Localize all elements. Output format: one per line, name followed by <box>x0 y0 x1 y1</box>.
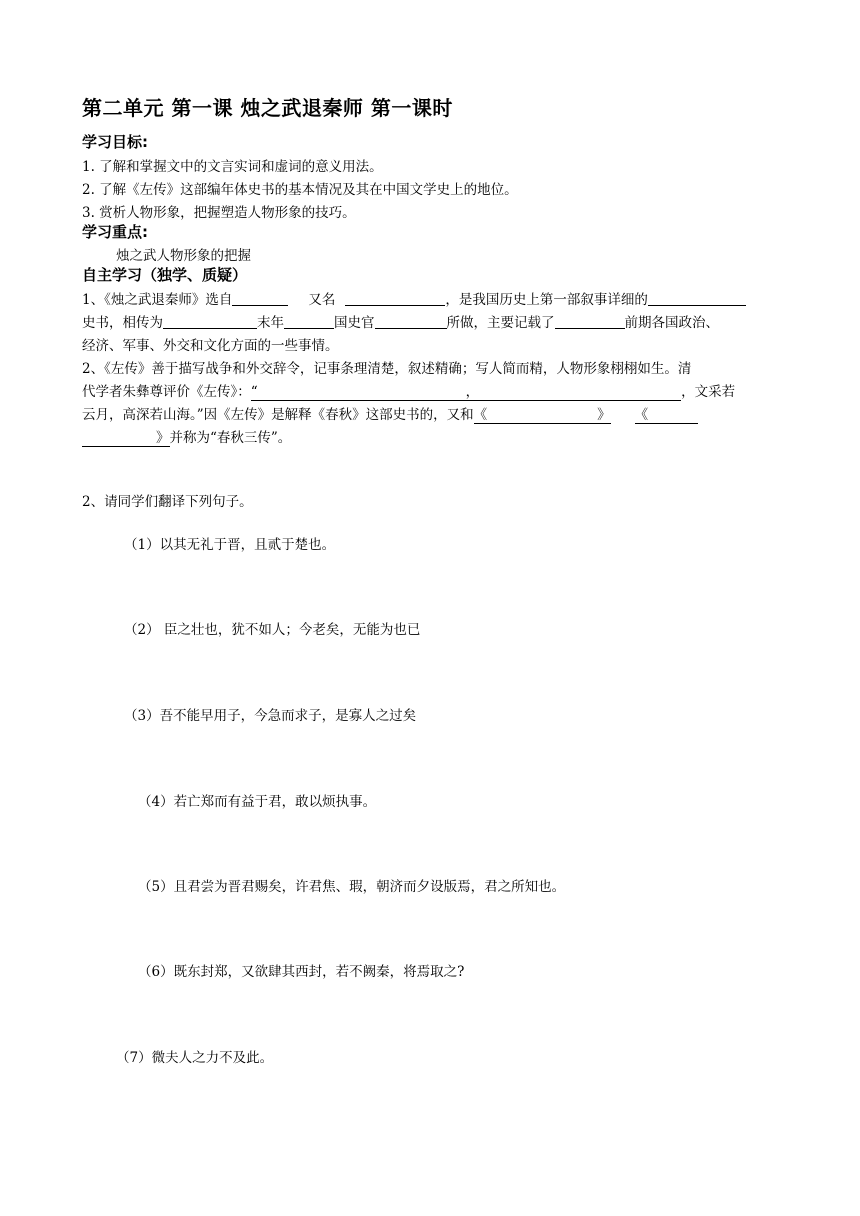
focus-heading: 学习重点: <box>82 223 148 241</box>
self-study-heading: 自主学习（独学、质疑） <box>82 266 248 284</box>
focus-content: 烛之武人物形象的把握 <box>116 248 251 264</box>
q1-line-1 <box>82 288 746 308</box>
objectives-heading: 学习目标: <box>82 133 148 151</box>
translate-item: （1）以其无礼于晋，且贰于楚也。 <box>124 537 336 553</box>
q2-line-2 <box>82 380 735 401</box>
q2-text: 》 <box>156 430 170 446</box>
q2-line-3 <box>82 403 698 424</box>
q2-text: 《 <box>473 407 488 423</box>
translate-item: （7）微夫人之力不及此。 <box>116 1050 274 1066</box>
fill-blank-official[interactable] <box>375 314 447 329</box>
q2-text: 并称为“春秋三传”。 <box>169 430 292 446</box>
q2-text: 《 <box>634 407 649 423</box>
fill-blank-author[interactable] <box>163 314 257 329</box>
page-title: 第二单元 第一课 烛之武退秦师 第一课时 <box>82 96 453 120</box>
objective-item: 2. 了解《左传》这部编年体史书的基本情况及其在中国文学史上的地位。 <box>82 182 518 198</box>
translate-item: （5）且君尝为晋君赐矣，许君焦、瑕，朝济而夕设版焉，君之所知也。 <box>138 879 566 895</box>
q2-line-1: 2、《左传》善于描写战争和外交辞令，记事条理清楚，叙述精确；写人简而精，人物形象栩栩如生。清 <box>82 361 692 377</box>
q1-text: 1、《烛之武退秦师》选自 <box>82 292 233 308</box>
q1-text: 末年 <box>257 315 284 331</box>
fill-blank-zhuan-1[interactable] <box>474 403 611 424</box>
translate-item: （4）若亡郑而有益于君，敢以烦执事。 <box>138 794 377 810</box>
translate-heading: 2、请同学们翻译下列句子。 <box>82 494 253 510</box>
q2-text: ， <box>465 384 480 400</box>
q1-line-3: 经济、军事、外交和文化方面的一些事情。 <box>82 338 339 354</box>
q1-text: 所做，主要记载了 <box>446 315 555 331</box>
q2-text: 云月，高深若山海。”因《左传》是解释《春秋》这部史书的，又和 <box>82 407 474 423</box>
q2-text: 代学者朱彝尊评价《左传》： <box>82 384 251 400</box>
translate-item: （2） 臣之壮也，犹不如人；今老矣，无能为也已 <box>124 622 421 638</box>
fill-blank-source[interactable] <box>232 291 288 306</box>
q2-line-4 <box>82 426 291 447</box>
q2-text: “ <box>250 384 258 400</box>
q2-text: ，文采若 <box>681 384 736 400</box>
fill-blank-type[interactable] <box>648 291 746 306</box>
fill-blank-alias[interactable] <box>345 291 445 306</box>
q1-text: 国史官 <box>334 315 375 331</box>
objective-item: 3. 赏析人物形象，把握塑造人物形象的技巧。 <box>82 205 356 221</box>
fill-blank-zhuan-2-cont[interactable] <box>82 426 170 447</box>
q1-text: 又名 <box>308 292 336 308</box>
fill-blank-era[interactable] <box>284 314 334 329</box>
translate-item: （6）既东封郑，又欲肆其西封，若不阙秦，将焉取之? <box>138 964 465 980</box>
q1-line-2 <box>82 311 719 331</box>
translate-item: （3）吾不能早用子，今急而求子，是寡人之过矣 <box>124 708 417 724</box>
objective-item: 1. 了解和掌握文中的文言实词和虚词的意义用法。 <box>82 159 383 175</box>
fill-blank-zhuan-2[interactable] <box>635 403 699 424</box>
q2-text: 》 <box>597 407 611 423</box>
q1-text: ，是我国历史上第一部叙事详细的 <box>445 292 648 308</box>
q1-text: 前期各国政治、 <box>624 315 719 331</box>
fill-blank-period[interactable] <box>555 314 625 329</box>
fill-blank-quote[interactable] <box>251 380 681 401</box>
q1-text: 史书，相传为 <box>82 315 163 331</box>
